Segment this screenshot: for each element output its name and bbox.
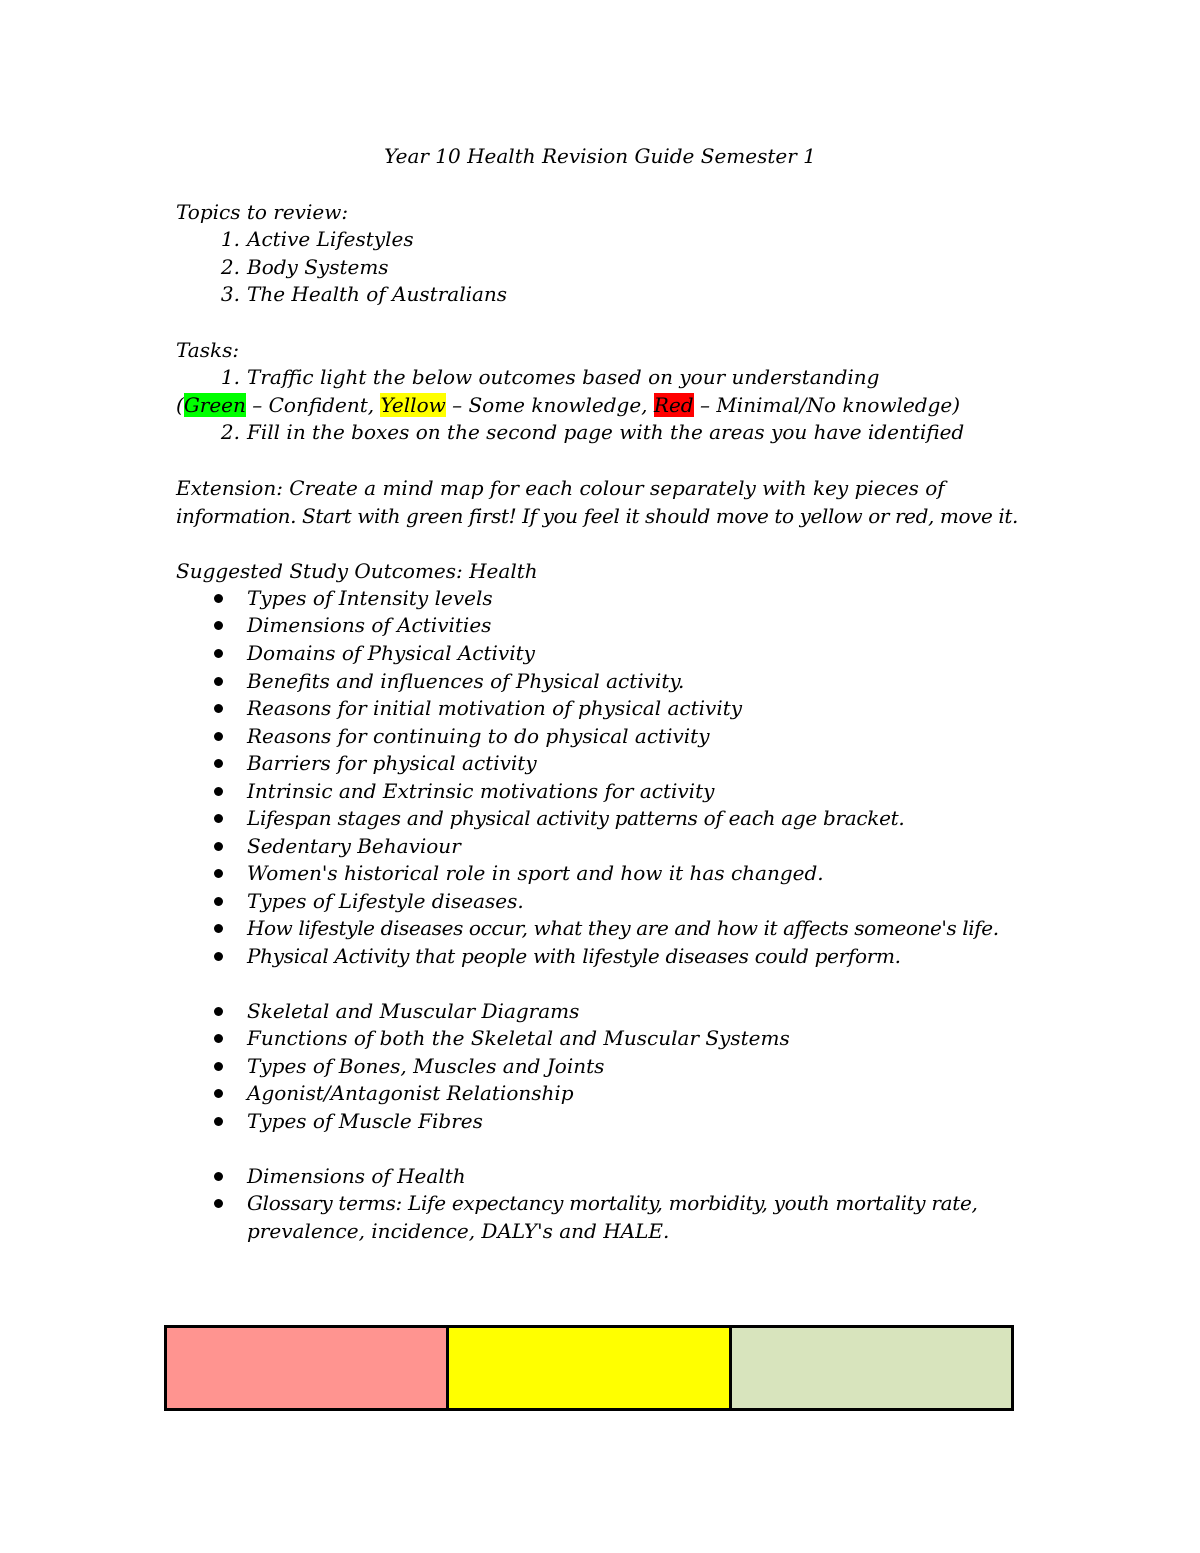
bullet [214,1117,223,1126]
bullet [214,704,223,713]
list-item: Skeletal and Muscular Diagrams [247,999,580,1023]
list-number: 1. [220,365,240,389]
legend-red-label: Red [653,393,694,417]
list-item: Women's historical role in sport and how it has changed. [247,861,824,885]
topics-heading: Topics to review: [176,200,349,224]
bullet [214,677,223,686]
bullet [214,732,223,741]
list-number: 2. [220,255,240,279]
traffic-light-legend [176,391,960,419]
yellow-box [446,1328,728,1408]
bullet [214,952,223,961]
list-item: Domains of Physical Activity [247,641,535,665]
bullet [214,1007,223,1016]
list-item: The Health of Australians [247,282,508,306]
tasks-heading: Tasks: [176,338,240,362]
legend-yellow-label: Yellow [380,393,446,417]
bullet [214,759,223,768]
bullet [214,1172,223,1181]
legend-red-desc: – Minimal/No knowledge) [693,393,961,417]
list-item: Dimensions of Health [247,1164,466,1188]
list-item: Sedentary Behaviour [247,834,461,858]
list-item: Types of Bones, Muscles and Joints [247,1054,605,1078]
bullet [214,1062,223,1071]
document-title: Year 10 Health Revision Guide Semester 1 [384,144,816,168]
list-item: Glossary terms: Life expectancy mortality, morbidity, youth mortality rate, [247,1191,978,1215]
list-item: Functions of both the Skeletal and Muscular Systems [247,1026,790,1050]
list-item: Lifespan stages and physical activity patterns of each age bracket. [247,806,905,830]
bullet [214,869,223,878]
bullet [214,594,223,603]
list-number: 2. [220,420,240,444]
bullet [214,924,223,933]
task-item: Traffic light the below outcomes based on your understanding [247,365,880,389]
list-item-continuation: prevalence, incidence, DALY's and HALE. [247,1219,670,1243]
bullet [214,787,223,796]
red-box [167,1328,446,1408]
bullet [214,814,223,823]
legend-yellow-desc: – Some knowledge, [445,393,654,417]
list-item: Barriers for physical activity [247,751,537,775]
bullet [214,1199,223,1208]
task-item: Fill in the boxes on the second page with the areas you have identified [247,420,965,444]
list-number: 1. [220,227,240,251]
bullet [214,649,223,658]
list-number: 3. [220,282,240,306]
bullet [214,621,223,630]
legend-green-label: Green [183,393,246,417]
list-item: Agonist/Antagonist Relationship [247,1081,574,1105]
list-item: Types of Intensity levels [247,586,493,610]
legend-green-desc: – Confident, [245,393,381,417]
outcomes-heading: Suggested Study Outcomes: Health [176,559,538,583]
list-item: How lifestyle diseases occur, what they are and how it affects someone's life. [247,916,999,940]
bullet [214,1089,223,1098]
list-item: Types of Lifestyle diseases. [247,889,524,913]
legend-paren: ( [176,393,184,417]
list-item: Intrinsic and Extrinsic motivations for activity [247,779,715,803]
list-item: Physical Activity that people with lifestyle diseases could perform. [247,944,901,968]
list-item: Body Systems [247,255,389,279]
traffic-light-boxes [164,1325,1014,1411]
bullet [214,897,223,906]
list-item: Reasons for initial motivation of physical activity [247,696,743,720]
extension-text: Extension: Create a mind map for each colour separately with key pieces of [176,476,945,500]
list-item: Benefits and influences of Physical activity. [247,669,685,693]
list-item: Types of Muscle Fibres [247,1109,483,1133]
bullet [214,1034,223,1043]
list-item: Dimensions of Activities [247,613,492,637]
list-item: Active Lifestyles [247,227,414,251]
green-box [729,1328,1011,1408]
extension-text: information. Start with green first! If you feel it should move to yellow or red, move it. [176,504,1018,528]
list-item: Reasons for continuing to do physical activity [247,724,710,748]
bullet [214,842,223,851]
